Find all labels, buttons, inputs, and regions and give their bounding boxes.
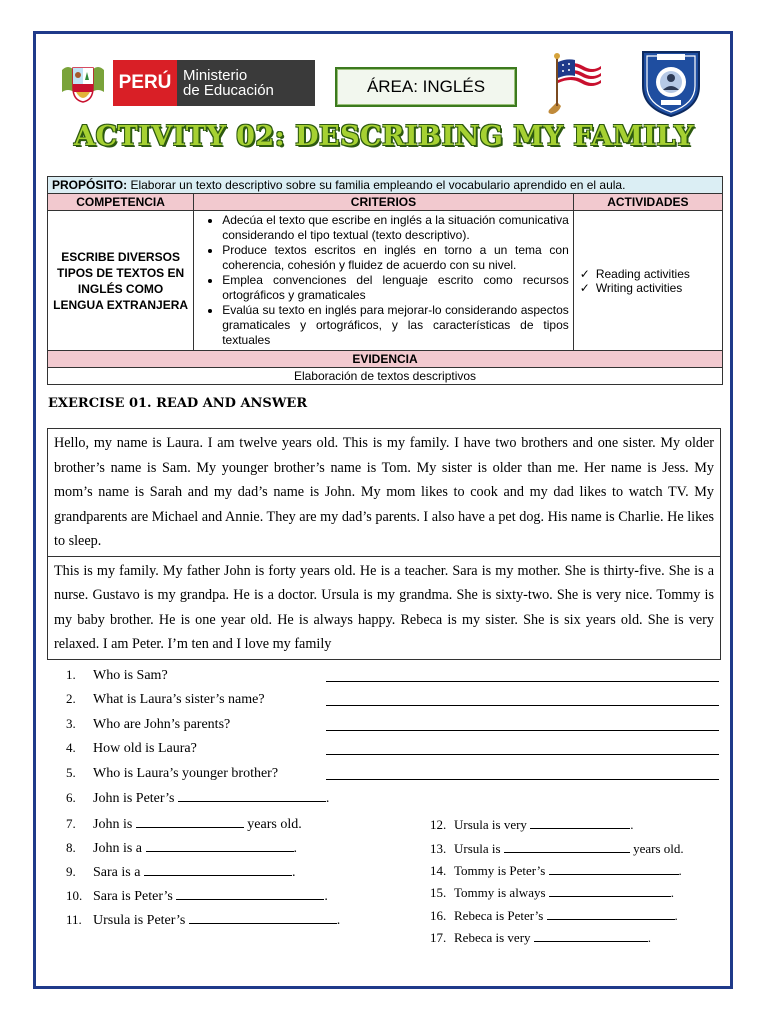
question-number: 15. bbox=[430, 885, 447, 900]
evidencia-label: EVIDENCIA bbox=[48, 351, 723, 368]
question-text: Ursula is bbox=[454, 841, 501, 856]
purpose-cell bbox=[48, 177, 723, 194]
evidence-header-row bbox=[48, 351, 723, 368]
page-title: ACTIVITY 02: DESCRIBING MY FAMILY bbox=[74, 121, 694, 152]
question-number: 13. bbox=[430, 841, 447, 856]
question-number: 1. bbox=[66, 667, 76, 682]
question-suffix: . bbox=[670, 885, 675, 900]
answer-blank[interactable] bbox=[504, 840, 630, 853]
criterios-cell bbox=[194, 211, 574, 351]
question-item bbox=[430, 816, 633, 833]
question-number: 2. bbox=[66, 691, 76, 706]
planning-table bbox=[47, 176, 723, 385]
answer-blank[interactable] bbox=[176, 887, 324, 900]
question-text: Tommy is Peter’s bbox=[454, 863, 546, 878]
question-item bbox=[66, 667, 168, 684]
ministry-logo bbox=[113, 60, 315, 106]
ministry-line-2: de Educación bbox=[183, 82, 274, 99]
question-item bbox=[66, 815, 302, 833]
col-actividades: ACTIVIDADES bbox=[573, 194, 722, 211]
answer-blank[interactable] bbox=[549, 862, 679, 875]
question-number: 3. bbox=[66, 716, 76, 731]
question-item bbox=[430, 840, 684, 857]
purpose-label: PROPÓSITO: bbox=[52, 178, 128, 192]
question-item bbox=[66, 716, 230, 733]
answer-blank[interactable] bbox=[146, 839, 294, 852]
answer-blank[interactable] bbox=[534, 929, 648, 942]
question-number: 5. bbox=[66, 765, 76, 780]
col-criterios: CRITERIOS bbox=[194, 194, 574, 211]
question-item bbox=[66, 740, 197, 757]
question-text: Ursula is Peter’s bbox=[93, 913, 186, 928]
question-number: 7. bbox=[66, 816, 76, 831]
answer-blank[interactable] bbox=[189, 911, 337, 924]
question-text: Tommy is always bbox=[454, 885, 546, 900]
answer-line[interactable] bbox=[326, 740, 719, 755]
question-text: Who are John’s parents? bbox=[93, 717, 231, 732]
question-text: Who is Sam? bbox=[93, 668, 168, 683]
school-badge-icon bbox=[637, 46, 705, 118]
question-item bbox=[66, 765, 278, 782]
question-number: 4. bbox=[66, 740, 76, 755]
question-suffix: . bbox=[674, 908, 678, 923]
question-number: 8. bbox=[66, 840, 76, 855]
question-item bbox=[430, 884, 674, 901]
evidence-row bbox=[48, 368, 723, 385]
answer-blank[interactable] bbox=[547, 907, 675, 920]
reading-text-peter: This is my family. My father John is forty years old. He is a teacher. Sara is my mother. She is thirty-five. She is a nurse. Gustavo is my grandpa. He is a doctor. Ursula is my grandma. She is sixty-two. She is very nice. Tommy is my baby brother. He is one year old. He is always happy. Rebeca is my sister. She is six years old. She is very relaxed. I am Peter. I’m ten and I love my family bbox=[48, 556, 720, 659]
question-suffix: . bbox=[325, 791, 330, 806]
criterio-item: • Adecúa el texto que escribe en inglés a la situación comunicativa considerando el tipo textual (texto descriptivo). bbox=[222, 213, 569, 243]
question-text: Sara is a bbox=[93, 865, 141, 880]
question-text: John is a bbox=[93, 841, 142, 856]
question-item bbox=[430, 929, 651, 946]
reading-text-laura: Hello, my name is Laura. I am twelve years old. This is my family. I have two brothers and one sister. My older brother’s name is Sam. My younger brother’s name is Tom. My sister is older than me. Her name is Jess. My mom’s name is Sarah and my dad’s name is John. My mom likes to cook and my dad likes to watch TV. My grandparents are Michael and Annie. They are my dad’s parents. I also have a pet dog. His name is Charlie. He likes to sleep. bbox=[54, 435, 714, 549]
question-suffix: . bbox=[647, 930, 652, 945]
question-text: How old is Laura? bbox=[93, 741, 197, 756]
question-suffix: years old. bbox=[247, 817, 302, 832]
area-label: ÁREA: INGLÉS bbox=[335, 67, 517, 107]
answer-line[interactable] bbox=[326, 716, 719, 731]
question-number: 11. bbox=[66, 912, 82, 927]
actividad-item: ✓ Reading activities bbox=[594, 267, 718, 281]
question-suffix: . bbox=[293, 841, 297, 856]
criterio-item: • Emplea convenciones del lenguaje escrito como recursos ortográficos y gramaticales bbox=[222, 273, 569, 303]
question-suffix: . bbox=[324, 889, 328, 904]
purpose-row bbox=[48, 177, 723, 194]
question-item bbox=[66, 691, 265, 708]
criterio-item: • Produce textos escritos en inglés en torno a un tema con coherencia, cohesión y fluidez de acuerdo con su nivel. bbox=[222, 243, 569, 273]
question-number: 16. bbox=[430, 908, 447, 923]
answer-line[interactable] bbox=[326, 667, 719, 682]
question-item bbox=[66, 887, 328, 905]
question-item bbox=[430, 862, 682, 879]
question-item bbox=[66, 863, 295, 881]
question-item bbox=[66, 789, 329, 807]
actividad-item: ✓ Writing activities bbox=[594, 281, 718, 295]
criterio-item: • Evalúa su texto en inglés para mejorar-lo considerando aspectos gramaticales y ortográficos, y las características de tipos textuales bbox=[222, 303, 569, 348]
answer-blank[interactable] bbox=[530, 816, 630, 829]
question-number: 9. bbox=[66, 864, 76, 879]
competencia-cell: ESCRIBE DIVERSOS TIPOS DE TEXTOS EN INGLÉS COMO LENGUA EXTRANJERA bbox=[48, 211, 194, 351]
purpose-text: Elaborar un texto descriptivo sobre su familia empleando el vocabulario aprendido en el aula. bbox=[127, 178, 626, 192]
question-suffix: . bbox=[336, 913, 341, 928]
answer-blank[interactable] bbox=[549, 884, 671, 897]
exercise-title: EXERCISE 01. READ AND ANSWER bbox=[48, 396, 308, 411]
question-text: John is Peter’s bbox=[93, 791, 175, 806]
question-suffix: . bbox=[291, 865, 296, 880]
question-number: 14. bbox=[430, 863, 447, 878]
question-text: Sara is Peter’s bbox=[93, 889, 173, 904]
question-item bbox=[66, 911, 340, 929]
question-text: Who is Laura’s younger brother? bbox=[93, 766, 279, 781]
question-number: 10. bbox=[66, 888, 83, 903]
answer-blank[interactable] bbox=[144, 863, 292, 876]
answer-line[interactable] bbox=[326, 765, 719, 780]
question-text: What is Laura’s sister’s name? bbox=[93, 692, 265, 707]
usa-flag-icon bbox=[543, 48, 605, 116]
peru-label: PERÚ bbox=[113, 60, 177, 106]
question-item bbox=[430, 907, 678, 924]
ministry-line-1: Ministerio bbox=[183, 67, 248, 84]
question-text: Ursula is very bbox=[454, 817, 527, 832]
peru-coat-of-arms-icon bbox=[60, 62, 106, 104]
question-suffix: . bbox=[678, 863, 682, 878]
question-text: Rebeca is very bbox=[454, 930, 531, 945]
evidencia-text: Elaboración de textos descriptivos bbox=[48, 368, 723, 385]
question-number: 17. bbox=[430, 930, 447, 945]
answer-blank[interactable] bbox=[178, 789, 326, 802]
col-competencia: COMPETENCIA bbox=[48, 194, 194, 211]
question-suffix: . bbox=[630, 817, 634, 832]
answer-line[interactable] bbox=[326, 691, 719, 706]
answer-blank[interactable] bbox=[136, 815, 244, 828]
question-item bbox=[66, 839, 297, 857]
question-number: 12. bbox=[430, 817, 447, 832]
content-row bbox=[48, 211, 723, 351]
ministry-name bbox=[177, 60, 315, 106]
question-text: Rebeca is Peter’s bbox=[454, 908, 544, 923]
question-text: John is bbox=[93, 817, 133, 832]
question-suffix: years old. bbox=[633, 841, 684, 856]
reading-box bbox=[47, 428, 721, 660]
header-row bbox=[48, 194, 723, 211]
question-number: 6. bbox=[66, 790, 76, 805]
actividades-cell bbox=[573, 211, 722, 351]
